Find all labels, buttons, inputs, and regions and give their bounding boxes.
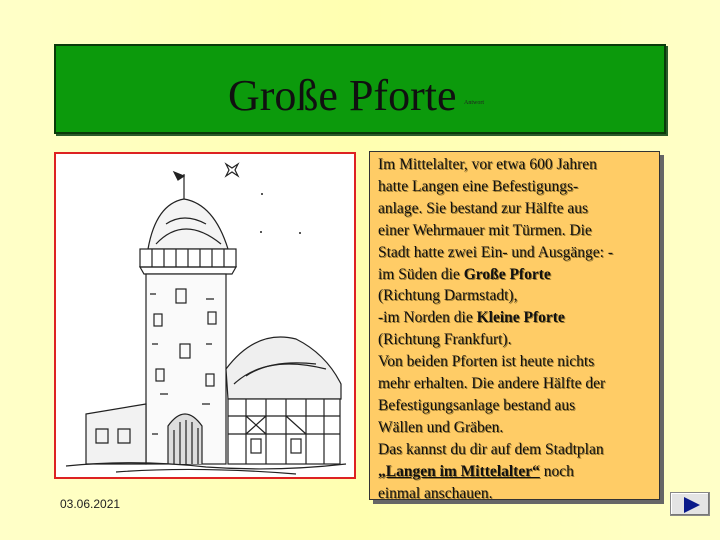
play-arrow-icon [671,493,711,517]
text-fragment: noch [539,462,574,480]
text-line: Wällen und Gräben. [378,418,504,436]
info-textbox [369,151,660,500]
text-line: Stadt hatte zwei Ein- und Ausgänge: - [378,243,614,261]
text-line [378,307,656,329]
text-fragment: -im Norden die [378,309,477,327]
text-line: Von beiden Pforten ist heute nichts [378,353,595,371]
answer-label: Antwort [464,100,484,106]
slide-title: Große Pforte [228,71,457,120]
text-line: (Richtung Darmstadt), [378,287,518,305]
text-line: mehr erhalten. Die andere Hälfte der [378,375,606,393]
text-line: Das kannst du dir auf dem Stadtplan [378,440,604,458]
text-line: hatte Langen eine Befestigungs- [378,177,579,195]
text-line: (Richtung Frankfurt). [378,331,512,349]
tower-illustration [54,152,356,479]
text-line [378,264,656,286]
text-line [378,461,656,483]
grosse-pforte-highlight: Große Pforte [463,265,551,283]
next-slide-button[interactable] [670,492,710,516]
tower-drawing [56,154,354,477]
info-text [378,154,656,505]
text-line: Befestigungsanlage bestand aus [378,396,576,414]
text-fragment: im Süden die [378,265,464,283]
text-line: einer Wehrmauer mit Türmen. Die [378,221,592,239]
kleine-pforte-highlight: Kleine Pforte [476,309,565,327]
text-line: anlage. Sie bestand zur Hälfte aus [378,199,589,217]
stadtplan-link[interactable]: „Langen im Mittelalter“ [378,462,540,480]
slide-date: 03.06.2021 [60,497,121,511]
text-line: einmal anschauen. [378,484,493,502]
text-line: Im Mittelalter, vor etwa 600 Jahren [378,156,597,173]
